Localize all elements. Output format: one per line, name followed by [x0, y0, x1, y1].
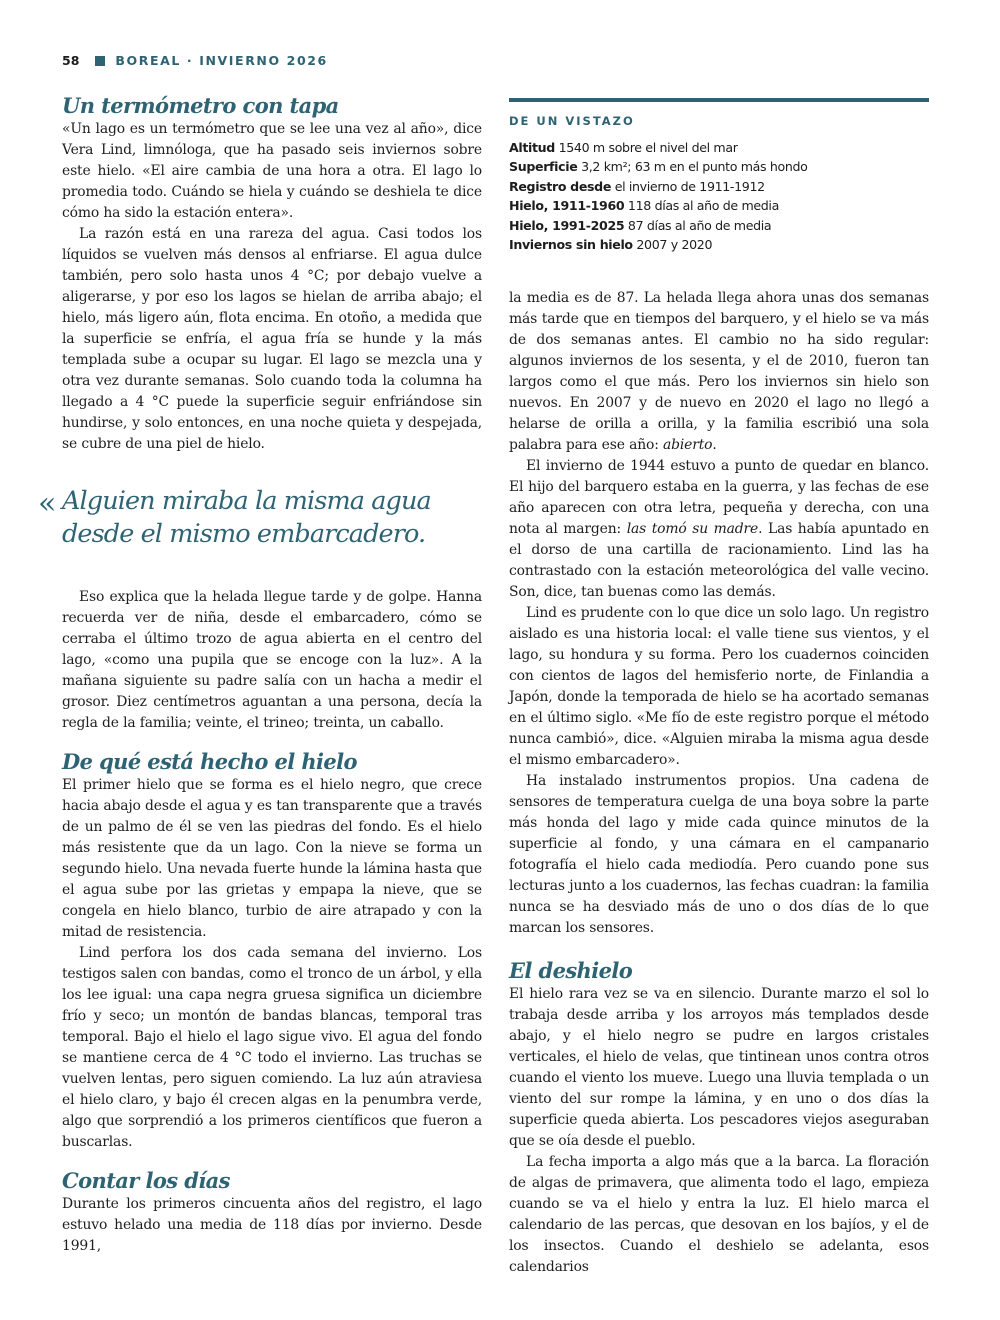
- paragraph: La fecha importa a algo más que a la barca. La floración de algas de primavera, que alimenta todo el lago, empieza cuando se va el hielo y entra la luz. El hielo marca el calendario de las percas, que desovan en los bajíos, y el de los insectos. Cuando el deshielo se adelanta, esos calendarios: [509, 1154, 929, 1275]
- header-square-icon: [95, 56, 105, 66]
- fact-row: Superficie 3,2 km²; 63 m en el punto más hondo: [509, 159, 808, 175]
- publication-name: BOREAL · INVIERNO 2026: [115, 53, 328, 68]
- paragraph: El primer hielo que se forma es el hielo negro, que crece hacia abajo desde el agua y es tan transparente que a través de un palmo de él se ven las piedras del fondo. Es el hielo más resistente que da un lago. Con la nieve se forma un segundo hielo. Una nevada fuerte hunde la lámina hasta que el agua sube por las grietas y empapa la nieve, que se congela en hielo blanco, turbio de aire atrapado y con la mitad de resistencia.: [62, 777, 482, 940]
- paragraph: Durante los primeros cincuenta años del registro, el lago estuvo helado una media de 118 días por invierno. Desde 1991,: [62, 1196, 482, 1254]
- fact-row: Hielo, 1991-2025 87 días al año de media: [509, 217, 772, 233]
- paragraph: Eso explica que la helada llegue tarde y de golpe. Hanna recuerda ver de niña, desde el embarcadero, cómo se cerraba el último trozo de agua abierta en el centro del lago, «como una pupila que se encoge con la luz». A la mañana siguiente su padre salía con un hacha a medir el grosor. Diez centímetros aguantan a una persona, decía la regla de la familia; veinte, el trineo; treinta, un caballo.: [62, 589, 482, 731]
- fact-row: Altitud 1540 m sobre el nivel del mar: [509, 140, 738, 155]
- fact-row: Registro desde el invierno de 1911-1912: [509, 178, 765, 194]
- left-column: [38, 92, 482, 1257]
- fact-box: [509, 98, 929, 254]
- pull-quote-text: Alguien miraba la misma agua desde el mismo embarcadero.: [62, 486, 431, 549]
- page-header: [62, 53, 328, 68]
- paragraph: «Un lago es un termómetro que se lee una vez al año», dice Vera Lind, limnóloga, que ha pasado seis inviernos sobre este hielo. «El aire cambia de una hora a otra. El lago lo promedia todo. Cuándo se hiela y cuándo se deshiela te dice cómo ha sido la estación entera».: [62, 121, 482, 221]
- right-column: [509, 288, 929, 1278]
- paragraph: Ha instalado instrumentos propios. Una cadena de sensores de temperatura cuelga de una boya sobre la parte más honda del lago y mide cada quince minutos de la superficie al fondo, y una cámara en el campanario fotografía el hielo cada mediodía. Pero cuando pone sus lecturas junto a los cuadernos, las fechas cuadran: la familia nunca se ha desviado más de uno o dos días de lo que marcan los sensores.: [509, 773, 929, 936]
- section-title-deshielo: El deshielo: [509, 958, 633, 983]
- fact-box-title: DE UN VISTAZO: [509, 114, 635, 128]
- paragraph: La razón está en una rareza del agua. Casi todos los líquidos se vuelven más densos al enfriarse. El agua dulce también, pero solo hasta unos 4 °C; por debajo vuelve a aligerarse, y por eso los lagos se hielan de arriba abajo; el hielo, más ligero aún, flota encima. En otoño, a medida que la superficie se enfría, el agua fría se hunde y la más templada sube a ocupar su lugar. El lago se mezcla una y otra vez durante semanas. Solo cuando toda la columna ha llegado a 4 °C puede la superficie seguir enfriándose sin hundirse, y solo entonces, en una noche quieta y despejada, se cubre de una piel de hielo.: [62, 226, 482, 452]
- quote-mark-icon: «: [38, 486, 57, 521]
- paragraph: la media es de 87. La helada llega ahora unas dos semanas más tarde que en tiempos del barquero, y el hielo se va más de dos semanas antes. El cambio no ha sido regular: algunos inviernos de los sesenta, y el de 2010, fueron tan largos como el que más. Pero los inviernos sin hielo son nuevos. En 2007 y de nuevo en 2020 el lago no llegó a helarse de orilla a orilla, y la familia escribió una sola palabra para ese año: abierto.: [509, 290, 929, 453]
- paragraph: El invierno de 1944 estuvo a punto de quedar en blanco. El hijo del barquero estaba en la guerra, y las fechas de ese año aparecen con otra letra, pequeña y derecha, con una nota al margen: las tomó su madre. Las había apuntado en el dorso de una cartilla de racionamiento. Lind las ha contrastado con la estación meteorológica del valle vecino. Son, dice, tan buenas como las demás.: [509, 458, 930, 600]
- fact-row: Inviernos sin hielo 2007 y 2020: [509, 237, 713, 253]
- section-title-contar: Contar los días: [62, 1168, 230, 1193]
- paragraph: Lind perfora los dos cada semana del invierno. Los testigos salen con bandas, como el tronco de un árbol, y ella los lee igual: una capa negra gruesa significa un diciembre frío y seco; un montón de bandas blancas, temporal tras temporal. Bajo el hielo el lago sigue vivo. El agua del fondo se mantiene cerca de 4 °C todo el invierno. Las truchas se vuelven lentas, pero siguen comiendo. La luz aún atraviesa el hielo claro, y bajo él crecen algas en la penumbra verde, algo que sorprendió a los primeros científicos que fueron a buscarlas.: [62, 945, 482, 1150]
- paragraph: Lind es prudente con lo que dice un solo lago. Un registro aislado es una historia local: el valle tiene sus vientos, y el lago, su hondura y su forma. Pero los cuadernos coinciden con cientos de lagos del hemisferio norte, de Finlandia a Japón, donde la temporada de hielo se ha acortado semanas en el último siglo. «Me fío de este registro porque el método nunca cambió», dice. «Alguien miraba la misma agua desde el mismo embarcadero».: [509, 605, 929, 768]
- page-number: 58: [62, 53, 80, 68]
- section-title-termometro: Un termómetro con tapa: [62, 93, 339, 118]
- fact-row: Hielo, 1911-1960 118 días al año de media: [509, 198, 779, 214]
- pull-quote: [38, 485, 482, 551]
- section-title-hielo: De qué está hecho el hielo: [62, 749, 357, 774]
- paragraph: El hielo rara vez se va en silencio. Durante marzo el sol lo trabaja desde arriba y los arroyos más templados desde abajo, y el hielo negro se pudre en largos cristales verticales, el hielo de velas, que tintinean unos contra otros cuando el viento los mueve. Luego una lluvia templada o un viento del sur rompe la lámina, y en uno o dos días la superficie queda abierta. Los pescadores viejos aseguraban que se oía desde el pueblo.: [509, 986, 929, 1149]
- fact-box-frame: [509, 98, 929, 254]
